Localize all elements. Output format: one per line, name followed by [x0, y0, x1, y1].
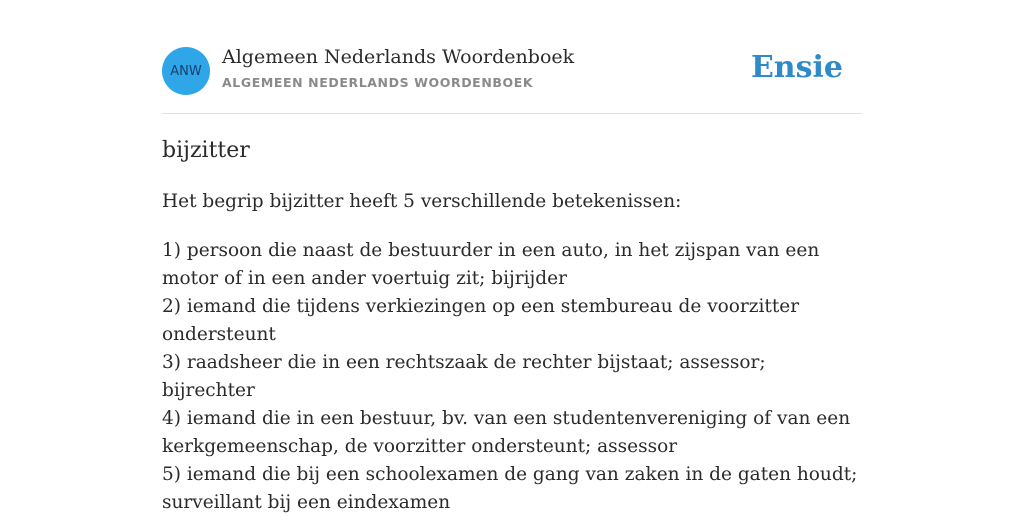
ensie-logo[interactable]: Ensie — [750, 50, 843, 85]
entry-intro: Het begrip bijzitter heeft 5 verschillende betekenissen: — [162, 191, 682, 212]
definition-item: 3) raadsheer die in een rechtszaak de rechter bijstaat; assessor; bijrechter — [162, 352, 766, 401]
source-title[interactable]: Algemeen Nederlands Woordenboek — [222, 46, 575, 68]
definition-item: 2) iemand die tijdens verkiezingen op een stembureau de voorzitter ondersteunt — [162, 296, 800, 345]
anw-logo[interactable] — [162, 47, 210, 95]
definition-list — [162, 237, 862, 517]
source-subtitle: ALGEMEEN NEDERLANDS WOORDENBOEK — [222, 75, 534, 90]
logo-text: ANW — [170, 63, 202, 79]
entry-card — [162, 0, 862, 513]
definition-item: 4) iemand die in een bestuur, bv. van een studentenvereniging of van een kerkgemeenschap, de voorzitter ondersteunt; assessor — [162, 408, 851, 457]
definition-item: 5) iemand die bij een schoolexamen de gang van zaken in de gaten houdt; surveillant bij een eindexamen — [162, 464, 858, 513]
entry-word: bijzitter — [162, 138, 250, 163]
definition-item: 1) persoon die naast de bestuurder in een auto, in het zijspan van een motor of in een ander voertuig zit; bijrijder — [162, 240, 820, 289]
source-header — [162, 0, 862, 114]
